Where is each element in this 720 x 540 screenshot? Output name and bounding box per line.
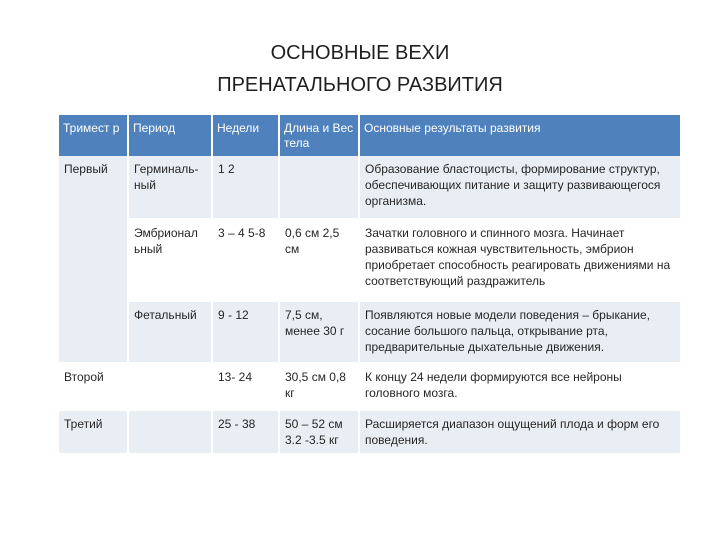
table-row [59, 156, 680, 220]
results-cell: Расширяется диапазон ощущений плода и форм его поведения. [360, 411, 680, 455]
development-table [59, 115, 680, 455]
header-length: Длина и Вес тела [280, 115, 360, 156]
page-title-line-2: ПРЕНАТАЛЬНОГО РАЗВИТИЯ [217, 74, 503, 96]
length-cell: 7,5 см, менее 30 г [280, 302, 360, 364]
table-row [59, 411, 680, 455]
period-cell: Фетальный [129, 302, 213, 364]
length-cell: 30,5 см 0,8 кг [280, 364, 360, 411]
weeks-cell: 1 2 [213, 156, 280, 220]
length-cell: 0,6 см 2,5 см [280, 220, 360, 302]
results-cell: Образование бластоцисты, формирование структур, обеспечивающих питание и защиту развивающегося организма. [360, 156, 680, 220]
period-cell [129, 364, 213, 411]
header-trimester: Тримест р [59, 115, 129, 156]
length-cell [280, 156, 360, 220]
table-header-row [59, 115, 680, 156]
results-cell: К концу 24 недели формируются все нейроны головного мозга. [360, 364, 680, 411]
weeks-cell: 9 - 12 [213, 302, 280, 364]
period-cell: Герминаль-ный [129, 156, 213, 220]
table-row [59, 364, 680, 411]
table-row [59, 220, 680, 302]
table-row [59, 302, 680, 364]
results-cell: Появляются новые модели поведения – брыкание, сосание большого пальца, открывание рта, предварительные дыхательные движения. [360, 302, 680, 364]
header-period: Период [129, 115, 213, 156]
header-weeks: Недели [213, 115, 280, 156]
trimester-cell: Третий [59, 411, 129, 455]
trimester-cell: Первый [59, 156, 129, 364]
trimester-cell: Второй [59, 364, 129, 411]
results-cell: Зачатки головного и спинного мозга. Начинает развиваться кожная чувствительность, эмбрион приобретает способность реагировать движениями на соответствующий раздражитель [360, 220, 680, 302]
weeks-cell: 13- 24 [213, 364, 280, 411]
weeks-cell: 3 – 4 5-8 [213, 220, 280, 302]
weeks-cell: 25 - 38 [213, 411, 280, 455]
period-cell [129, 411, 213, 455]
page-title-line-1: ОСНОВНЫЕ ВЕХИ [270, 42, 450, 64]
length-cell: 50 – 52 см 3.2 -3.5 кг [280, 411, 360, 455]
period-cell: Эмбрионал ьный [129, 220, 213, 302]
header-results: Основные результаты развития [360, 115, 680, 156]
